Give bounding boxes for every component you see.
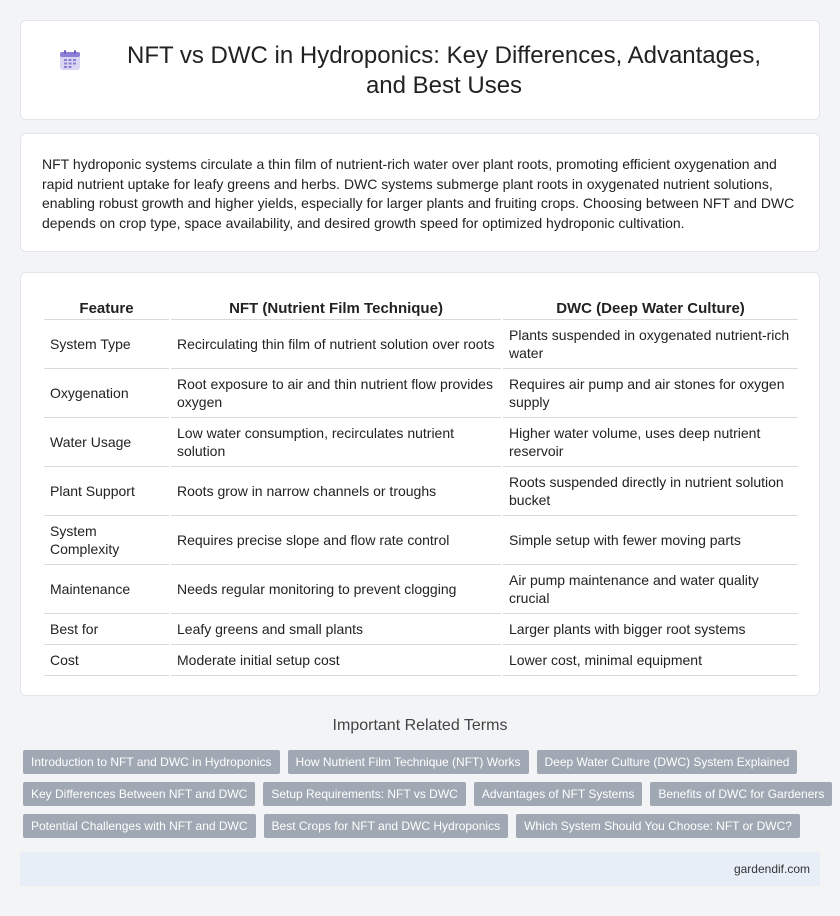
table-cell: Larger plants with bigger root systems [503, 614, 798, 645]
table-cell: Maintenance [44, 565, 169, 614]
related-term-tag[interactable]: Potential Challenges with NFT and DWC [23, 814, 256, 838]
intro-paragraph: NFT hydroponic systems circulate a thin film of nutrient-rich water over plant roots, promoting efficient oxygenation and rapid nutrient uptake for leafy greens and herbs. DWC systems submerge plant roots in oxygenated nutrient solutions, enabling robust growth and higher yields, especially for larger plants and fruiting crops. Choosing between NFT and DWC depends on crop type, space availability, and desired growth speed for optimized hydroponic cultivation. [42, 156, 795, 231]
related-term-tag[interactable]: Best Crops for NFT and DWC Hydroponics [264, 814, 509, 838]
comparison-card [20, 272, 820, 696]
table-cell: Plants suspended in oxygenated nutrient-rich water [503, 320, 798, 369]
related-term-tag[interactable]: How Nutrient Film Technique (NFT) Works [288, 750, 529, 774]
page-title: NFT vs DWC in Hydroponics: Key Differences, Advantages, and Best Uses [126, 42, 762, 99]
header-nft: NFT (Nutrient Film Technique) [171, 293, 501, 320]
header-dwc: DWC (Deep Water Culture) [503, 293, 798, 320]
table-row [44, 418, 798, 467]
table-cell: Root exposure to air and thin nutrient flow provides oxygen [171, 369, 501, 418]
related-term-tag[interactable]: Benefits of DWC for Gardeners [650, 782, 832, 806]
table-cell: Oxygenation [44, 369, 169, 418]
table-cell: Requires precise slope and flow rate control [171, 516, 501, 565]
table-row [44, 645, 798, 676]
table-row [44, 320, 798, 369]
table-cell: Simple setup with fewer moving parts [503, 516, 798, 565]
table-cell: System Complexity [44, 516, 169, 565]
related-term-tag[interactable]: Setup Requirements: NFT vs DWC [263, 782, 466, 806]
related-term-tag[interactable]: Key Differences Between NFT and DWC [23, 782, 255, 806]
comparison-table [42, 293, 800, 676]
related-term-tag[interactable]: Introduction to NFT and DWC in Hydroponics [23, 750, 280, 774]
table-cell: Requires air pump and air stones for oxygen supply [503, 369, 798, 418]
related-terms-title: Important Related Terms [332, 717, 508, 734]
table-cell: Water Usage [44, 418, 169, 467]
table-cell: Moderate initial setup cost [171, 645, 501, 676]
table-row [44, 369, 798, 418]
table-row [44, 614, 798, 645]
related-term-tag[interactable]: Advantages of NFT Systems [474, 782, 643, 806]
header-feature: Feature [44, 293, 169, 320]
related-terms-list [23, 750, 823, 846]
table-cell: Needs regular monitoring to prevent clogging [171, 565, 501, 614]
table-row [44, 565, 798, 614]
footer-site-link[interactable]: gardendif.com [733, 862, 810, 876]
intro-card [20, 133, 820, 252]
header-card [20, 20, 820, 120]
table-row [44, 516, 798, 565]
table-cell: Low water consumption, recirculates nutrient solution [171, 418, 501, 467]
related-term-tag[interactable]: Deep Water Culture (DWC) System Explained [537, 750, 798, 774]
table-cell: Cost [44, 645, 169, 676]
table-cell: System Type [44, 320, 169, 369]
table-cell: Plant Support [44, 467, 169, 516]
table-cell: Air pump maintenance and water quality crucial [503, 565, 798, 614]
table-header-row [44, 293, 798, 320]
table-cell: Leafy greens and small plants [171, 614, 501, 645]
table-cell: Best for [44, 614, 169, 645]
footer [20, 852, 820, 886]
calendar-icon [58, 48, 82, 72]
table-row [44, 467, 798, 516]
table-cell: Recirculating thin film of nutrient solution over roots [171, 320, 501, 369]
table-cell: Lower cost, minimal equipment [503, 645, 798, 676]
table-cell: Higher water volume, uses deep nutrient reservoir [503, 418, 798, 467]
table-cell: Roots grow in narrow channels or troughs [171, 467, 501, 516]
related-term-tag[interactable]: Which System Should You Choose: NFT or DWC? [516, 814, 800, 838]
table-cell: Roots suspended directly in nutrient solution bucket [503, 467, 798, 516]
